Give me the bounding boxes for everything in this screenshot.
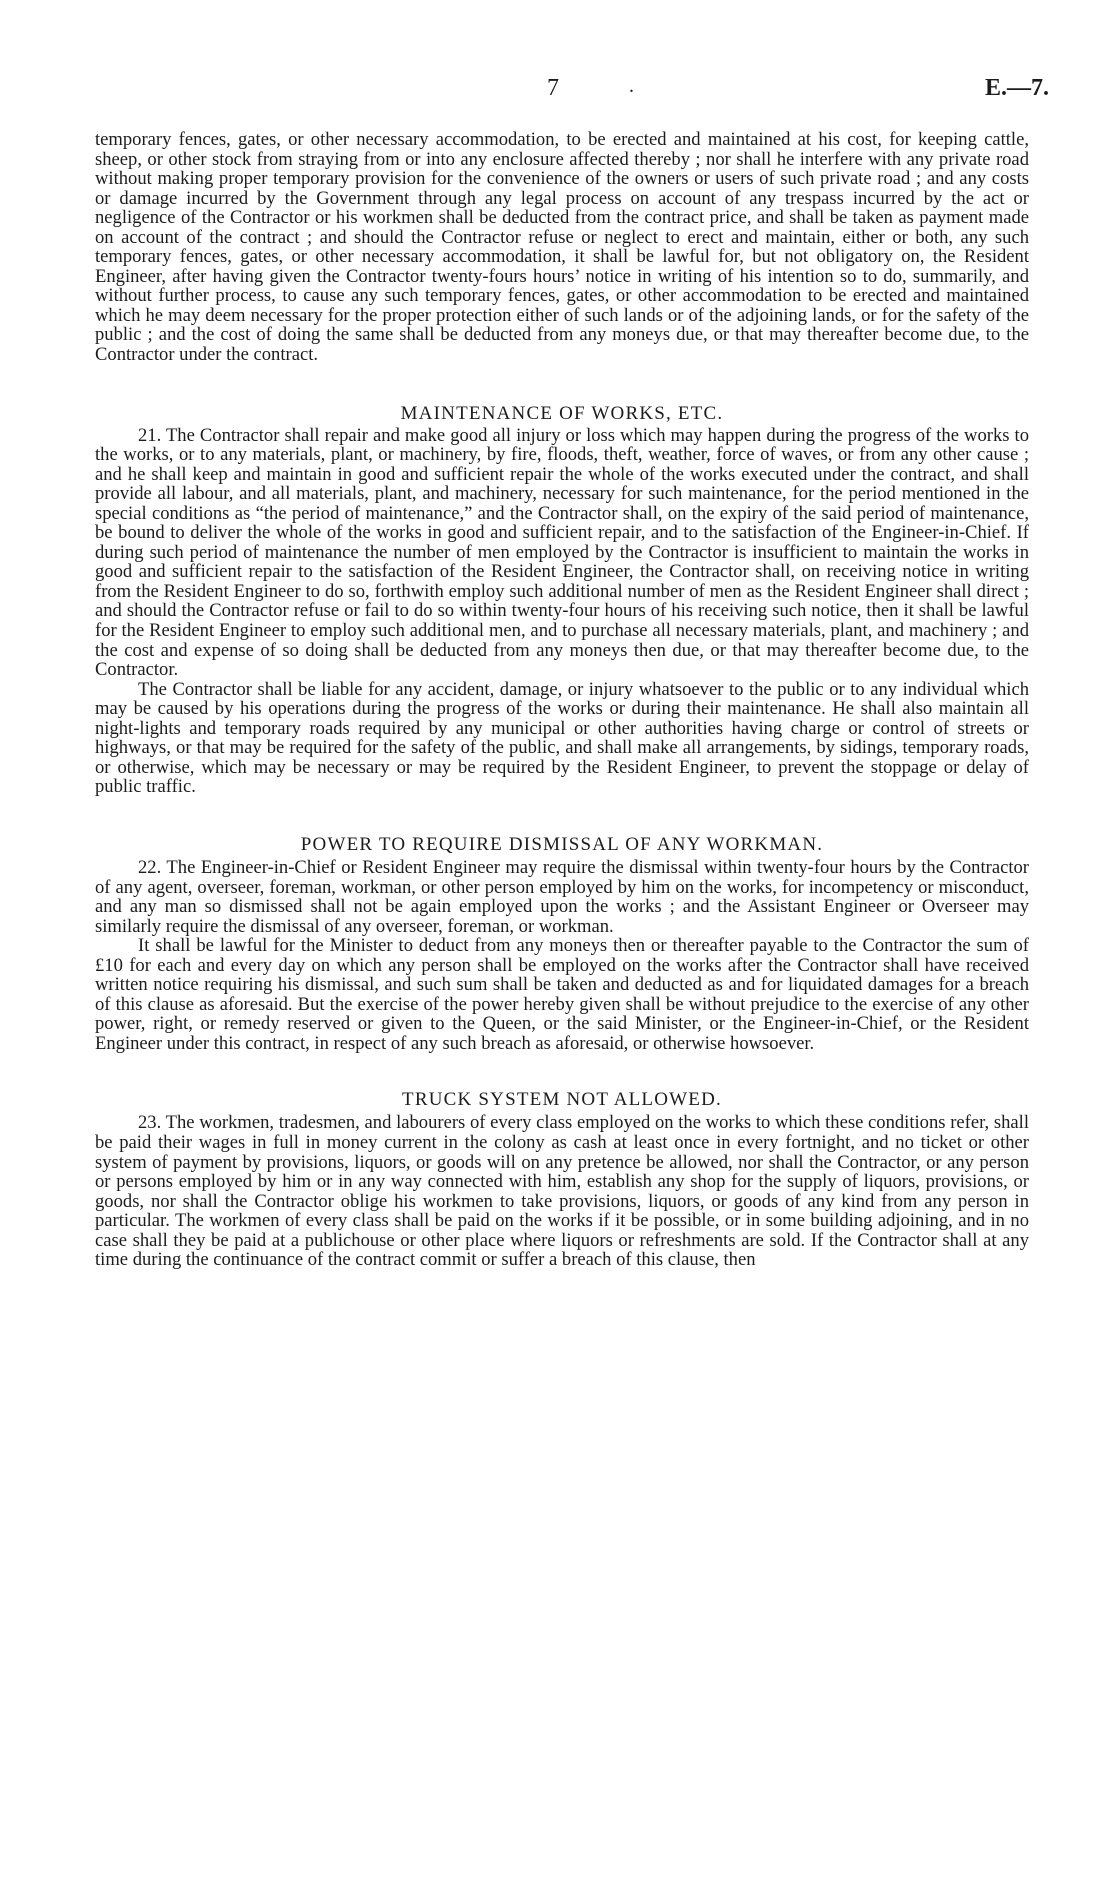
continuation-paragraph: temporary fences, gates, or other necessary accommodation, to be erected and maintained at his cost, for keeping cattle, sheep, or other stock from straying from or into any enclosure affected thereby ; nor shall he interfere with any private road without making proper temporary provision for the convenience of the owners or users of such private road ; and any costs or damage incurred by the Government through any legal process on account of any trespass incurred by the act or negligence of the Contractor or his workmen shall be deducted from the contract price, and shall be taken as payment made on account of the contract ; and should the Contractor refuse or neglect to erect and maintain, either or both, any such temporary fences, gates, or other necessary accommodation, it shall be lawful for, but not obligatory on, the Resident Engineer, after having given the Contractor twenty-fours hours’ notice in writing of his intention so to do, summarily, and without further process, to cause any such temporary fences, gates, or other accommodation to be erected and maintained which he may deem necessary for the proper protection either of such lands or of the adjoining lands, or for the safety of the public ; and the cost of doing the same shall be deducted from any moneys due, or that may thereafter become due, to the Contractor under the contract.	[95, 129, 1029, 366]
clause-21-liability-paragraph: The Contractor shall be liable for any accident, damage, or injury whatsoever to the public or to any individual which may be caused by his operations during the progress of the works or during their maintenance. He shall also maintain all night-lights and temporary roads required by any municipal or other authorities having charge or control of streets or highways, or that may be required for the safety of the public, and shall make all arrangements, by sidings, temporary roads, or otherwise, which may be necessary or may be required by the Resident Engineer, to prevent the stoppage or delay of public traffic.	[95, 678, 1029, 798]
page-header	[0, 75, 1114, 105]
clause-22-penalty-paragraph: It shall be lawful for the Minister to deduct from any moneys then or thereafter payable to the Contractor the sum of £10 for each and every day on which any person shall be employed on the works after the Contractor shall have received written notice requiring his dismissal, and such sum shall be taken and deducted as and for liquidated damages for a breach of this clause as aforesaid. But the exercise of the power hereby given shall be without prejudice to the exercise of any other power, right, or remedy reserved or given to the Queen, or the said Minister, or the Engineer-in-Chief, or the Resident Engineer under this contract, in respect of any such breach as aforesaid, or otherwise howsoever.	[95, 935, 1029, 1054]
section-heading-dismissal: POWER TO REQUIRE DISMISSAL OF ANY WORKMAN.	[300, 833, 824, 855]
section-heading-maintenance: MAINTENANCE OF WORKS, ETC.	[400, 402, 724, 424]
page-number: 7	[547, 75, 559, 101]
clause-23-paragraph: 23. The workmen, tradesmen, and labourers of every class employed on the works to which these conditions refer, shall be paid their wages in full in money current in the colony as cash at least once in every fortnight, and no ticket or other system of payment by provisions, liquors, or goods will on any pretence be allowed, nor shall the Contractor, or any person or persons employed by him or in any way connected with him, establish any shop for the supply of liquors, provisions, or goods, nor shall the Contractor oblige his workmen to take provisions, liquors, or goods of any kind from any person in particular. The workmen of every class shall be paid on the works if it be possible, or in some building adjoining, and in no case shall they be paid at a publichouse or other place where liquors or refreshments are sold. If the Contractor shall at any time during the continuance of the contract commit or suffer a breach of this clause, then	[95, 1112, 1029, 1271]
header-dot: .	[629, 75, 634, 97]
clause-21-paragraph: 21. The Contractor shall repair and make good all injury or loss which may happen during the progress of the works to the works, or to any materials, plant, or machinery, by fire, floods, theft, weather, force of waves, or from any other cause ; and he shall keep and maintain in good and sufficient repair the whole of the works executed under the contract, and shall provide all labour, and all materials, plant, and machinery, necessary for such maintenance, for the period mentioned in the special conditions as “the period of maintenance,” and the Contractor shall, on the expiry of the said period of maintenance, be bound to deliver the whole of the works in good and sufficient repair, and to the satisfaction of the Engineer-in-Chief. If during such period of maintenance the number of men employed by the Contractor is insufficient to maintain the works in good and sufficient repair to the satisfaction of the Resident Engineer, the Contractor shall, on receiving notice in writing from the Resident Engineer to do so, forthwith employ such additional number of men as the Resident Engineer shall direct ; and should the Contractor refuse or fail to do so within twenty-four hours of his receiving such notice, then it shall be lawful for the Resident Engineer to employ such additional men, and to purchase all necessary materials, plant, and machinery ; and the cost and expense of so doing shall be deducted from any moneys then due, or that may thereafter become due, to the Contractor.	[95, 424, 1029, 681]
body-text	[95, 130, 1029, 1270]
section-heading-truck-system: TRUCK SYSTEM NOT ALLOWED.	[402, 1089, 722, 1111]
clause-22-paragraph: 22. The Engineer-in-Chief or Resident Engineer may require the dismissal within twenty-four hours by the Contractor of any agent, overseer, foreman, workman, or other person employed by him on the works, for incompetency or misconduct, and any man so dismissed shall not be again employed upon the works ; and the Assistant Engineer or Overseer may similarly require the dismissal of any overseer, foreman, or workman.	[95, 856, 1029, 937]
paper-reference: E.—7.	[985, 75, 1050, 101]
